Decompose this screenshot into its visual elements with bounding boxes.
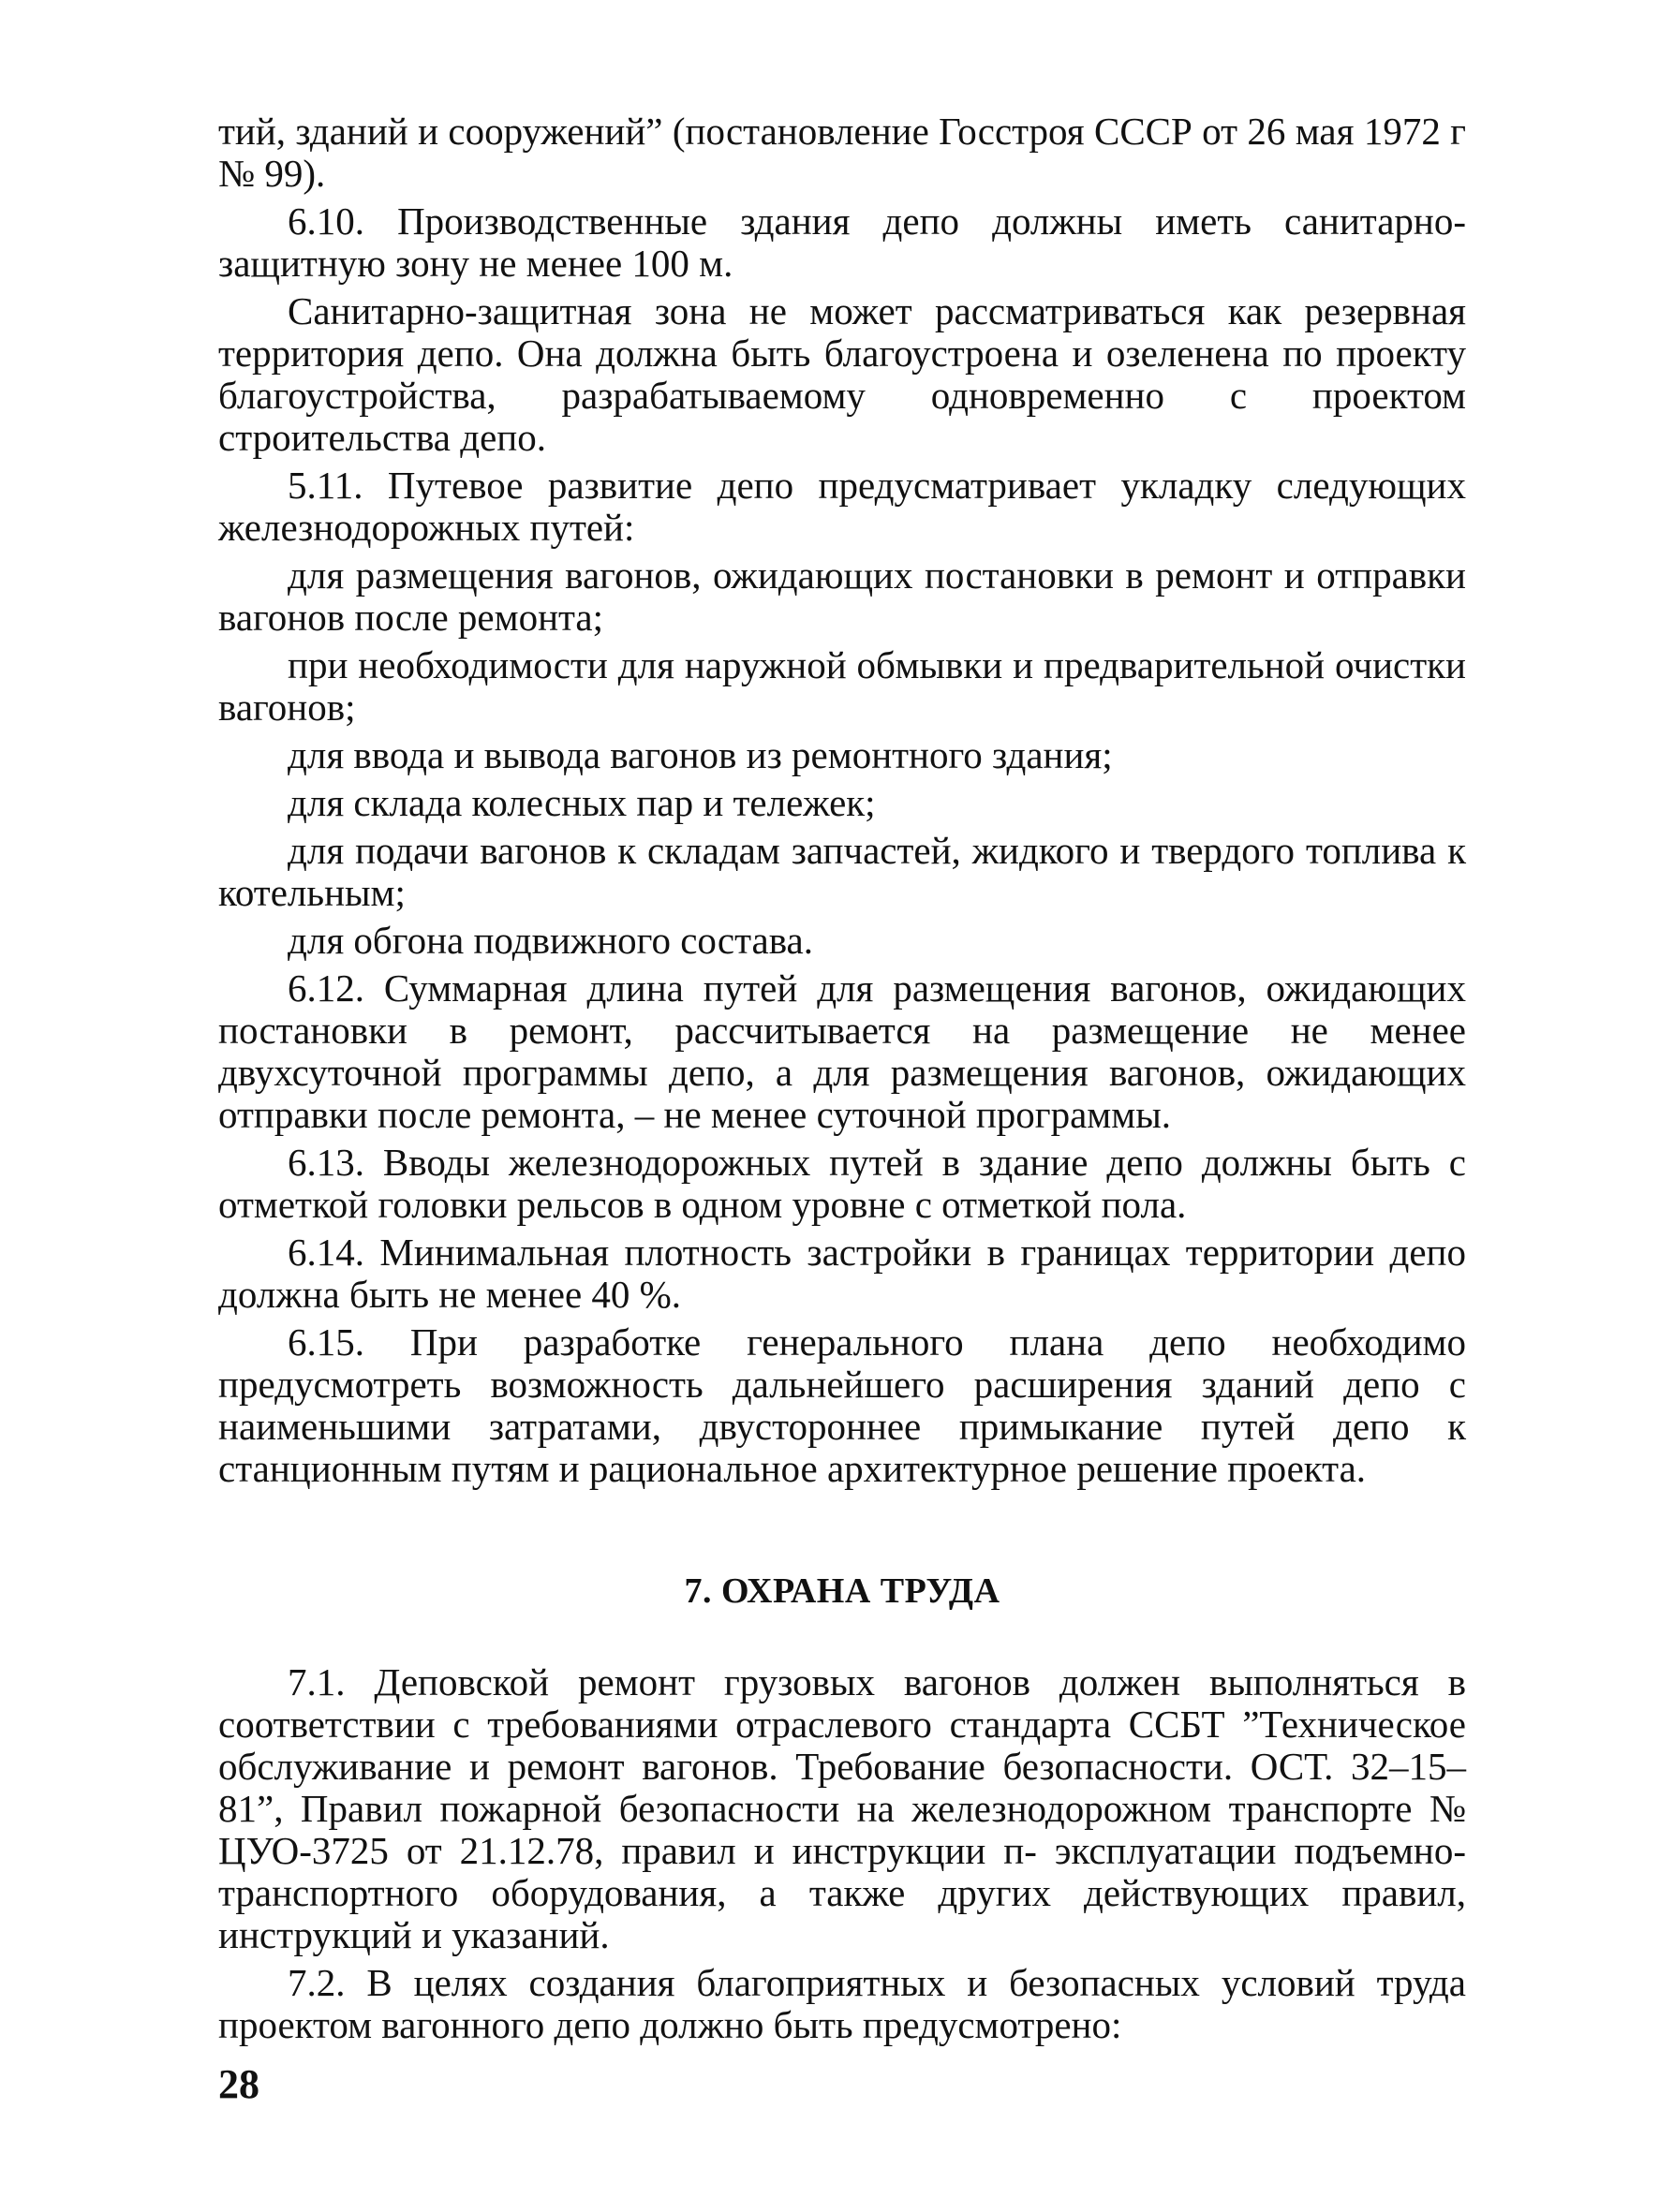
list-item: для подачи вагонов к складам запчастей, жидкого и твердого топлива к котельным; <box>218 829 1466 914</box>
section-heading: 7. ОХРАНА ТРУДА <box>684 1571 1000 1611</box>
paragraph: 6.15. При разработке генерального плана депо необходимо предусмотреть возможность дальнейшего расширения зданий депо с наименьшими затратами, двустороннее примыкание путей депо к станционным путям и рациональное архитектурное решение проекта. <box>218 1320 1466 1490</box>
list-item: для склада колесных пар и тележек; <box>288 781 876 824</box>
list-item: для ввода и вывода вагонов из ремонтного здания; <box>288 733 1113 776</box>
paragraph: Санитарно-защитная зона не может рассматриваться как резервная территория депо. Она должна быть благоустроена и озеленена по проекту благоустройства, разрабатываемому одновременно с проектом строительства депо. <box>218 289 1466 459</box>
paragraph: 6.10. Производственные здания депо должны иметь санитарно-защитную зону не менее 100 м. <box>218 199 1466 285</box>
paragraph: 6.13. Вводы железнодорожных путей в здание депо должны быть с отметкой головки рельсов в одном уровне с отметкой пола. <box>218 1141 1466 1226</box>
continuation-paragraph: тий, зданий и сооружений” (постановление Госстроя СССР от 26 мая 1972 г № 99). <box>218 110 1466 195</box>
paragraph: 5.11. Путевое развитие депо предусматривает укладку следующих железнодорожных путей: <box>218 464 1466 549</box>
section-6-content <box>218 200 1466 1490</box>
document-body <box>218 111 1466 2052</box>
page-number: 28 <box>218 2061 259 2107</box>
paragraph: 7.2. В целях создания благоприятных и безопасных условий труда проектом вагонного депо должно быть предусмотрено: <box>218 1961 1466 2046</box>
paragraph: 7.1. Деповской ремонт грузовых вагонов должен выполняться в соответствии с требованиями отраслевого стандарта ССБТ ”Техническое обслуживание и ремонт вагонов. Требование безопасности. ОСТ. 32–15–81”, Правил пожарной безопасности на железнодорожном транспорте № ЦУО-3725 от 21.12.78, правил и инструкции п͏- эксплуатации подъемно-транспортного оборудования, а также других действующих правил, инструкций и указаний. <box>218 1660 1466 1956</box>
list-item: для обгона подвижного состава. <box>288 919 814 962</box>
paragraph: 6.14. Минимальная плотность застройки в границах территории депо должна быть не менее 40 %. <box>218 1231 1466 1316</box>
paragraph: 6.12. Суммарная длина путей для размещения вагонов, ожидающих постановки в ремонт, рассчитывается на размещение не менее двухсуточной программы депо, а для размещения вагонов, ожидающих отправки после ремонта, – не менее суточной программы. <box>218 966 1466 1136</box>
section-7-content <box>218 1661 1466 2046</box>
list-item: для размещения вагонов, ожидающих постановки в ремонт и отправки вагонов после ремонта; <box>218 553 1466 639</box>
list-item: при необходимости для наружной обмывки и предварительной очистки вагонов; <box>218 643 1466 729</box>
